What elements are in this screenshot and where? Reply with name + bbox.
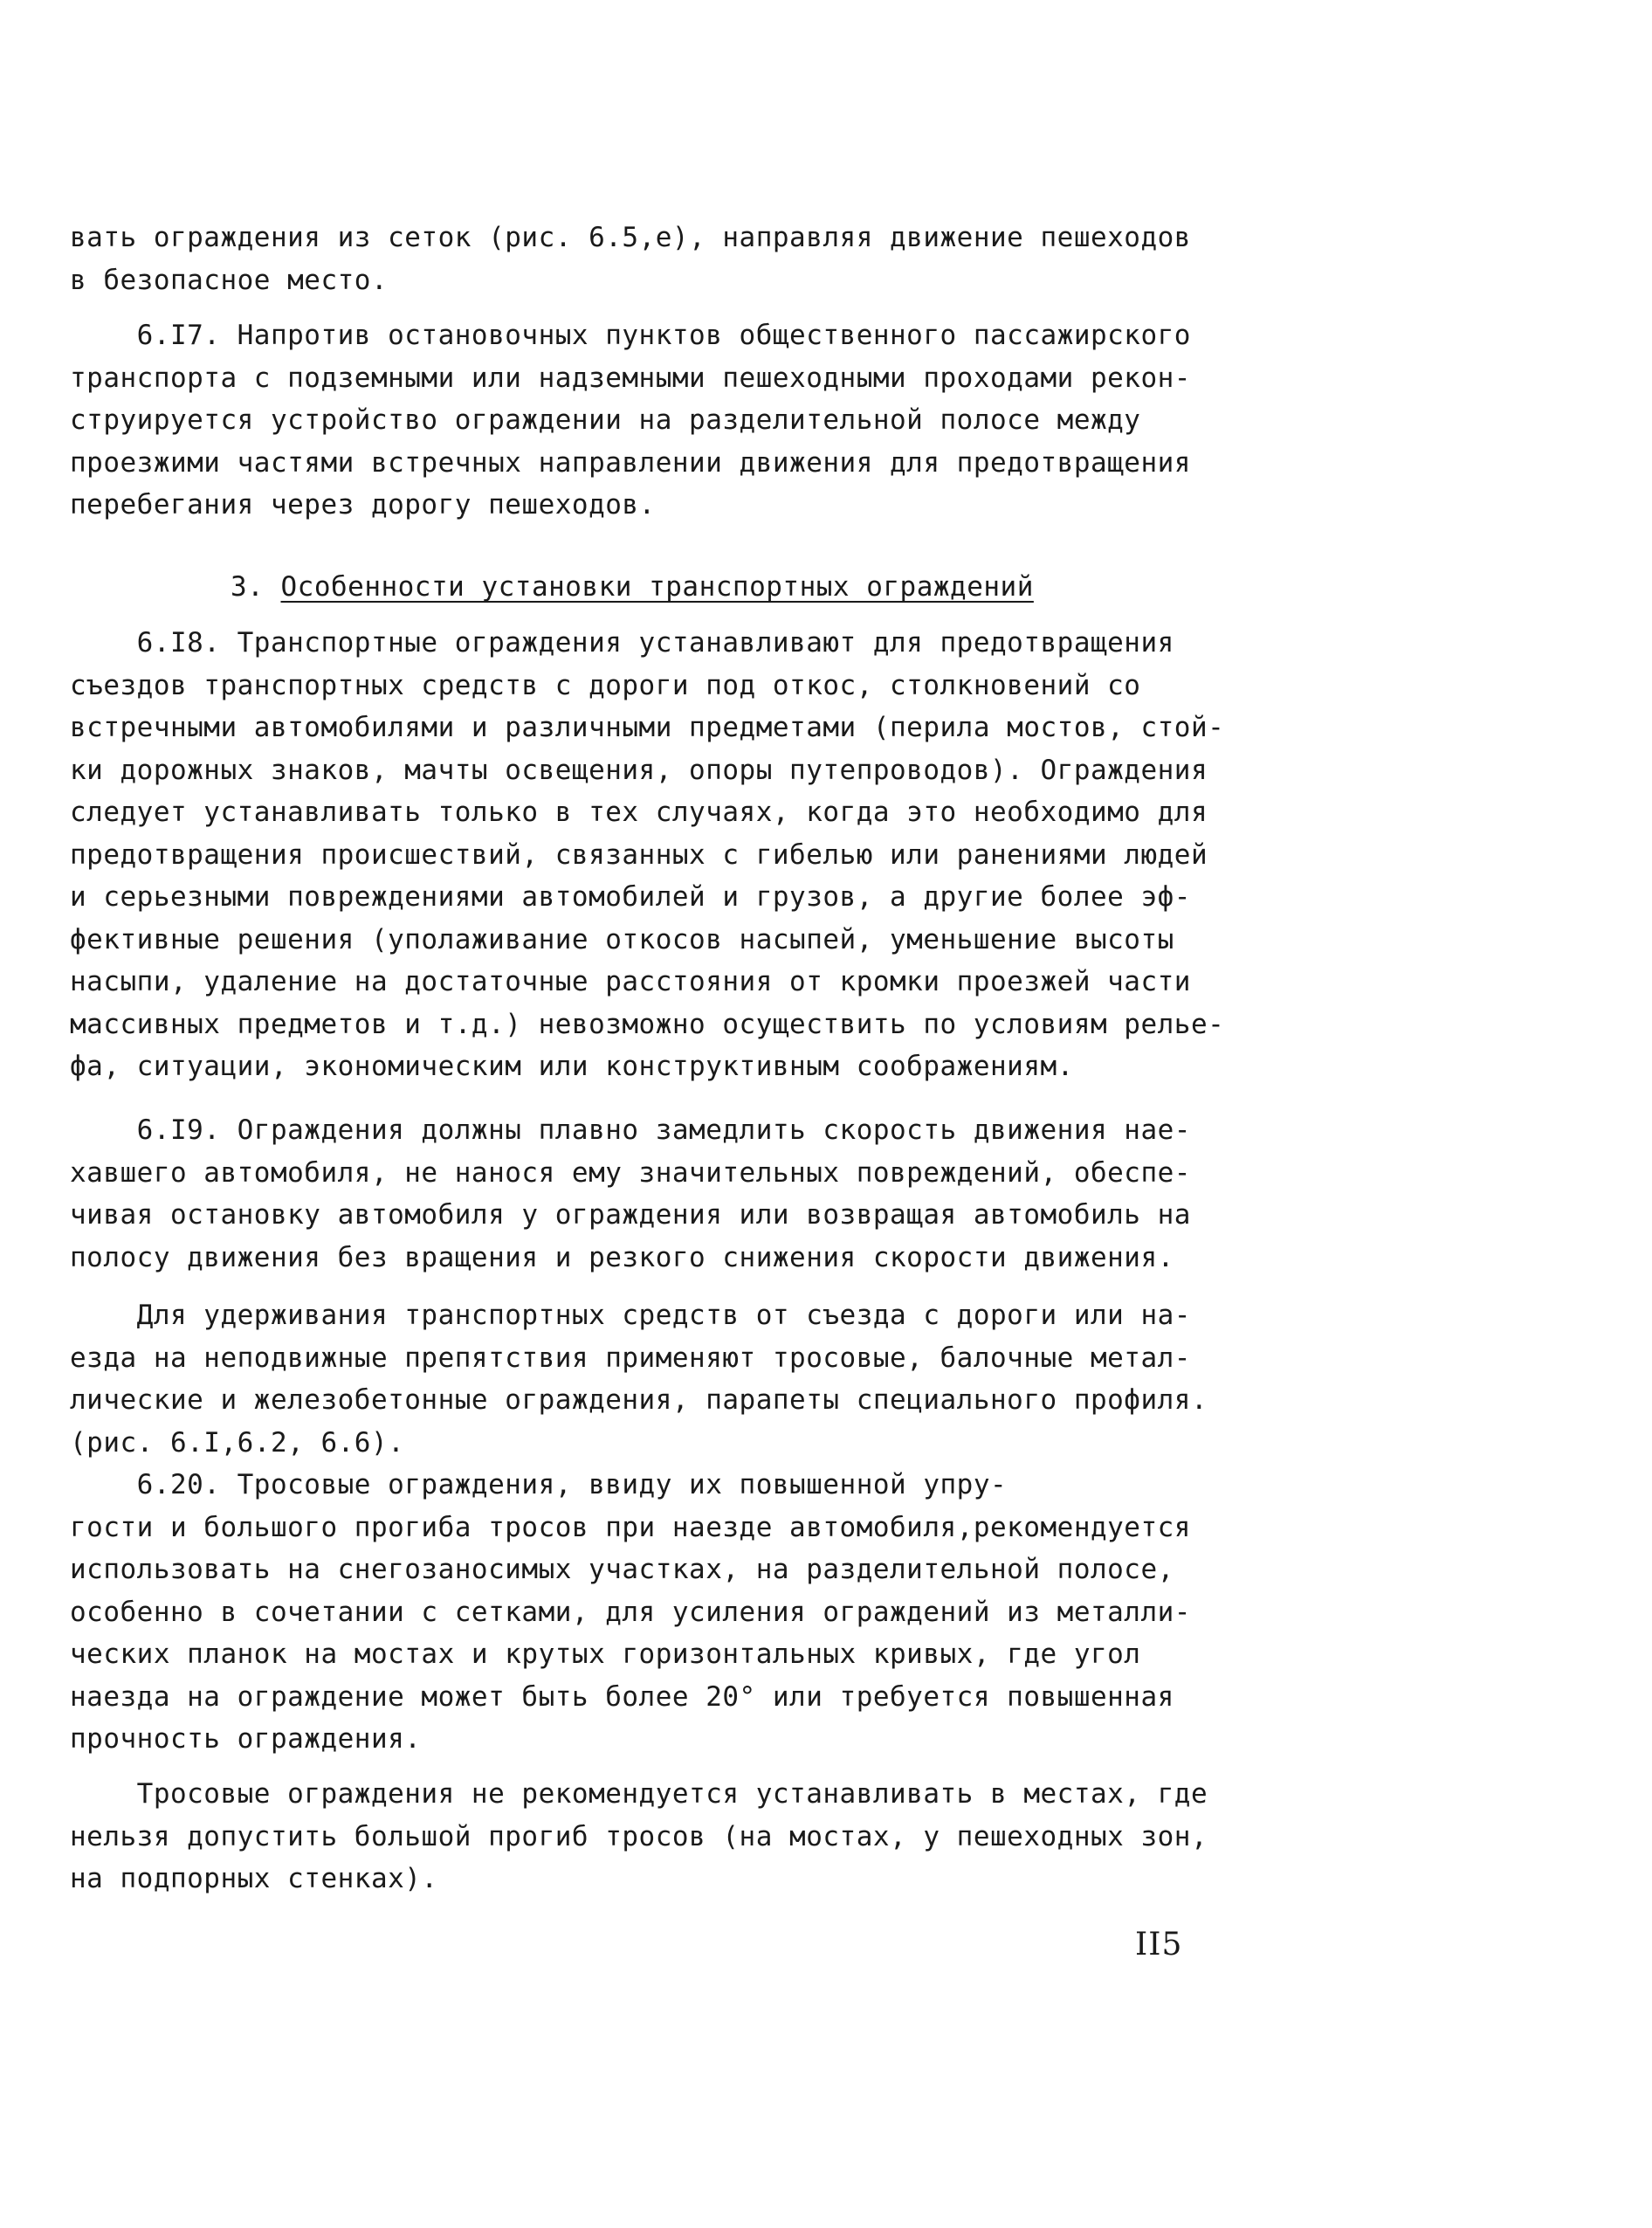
text-line: лические и железобетонные ограждения, парапеты специального профиля. <box>70 1384 1208 1416</box>
text-line: транспорта с подземными или надземными пешеходными проходами рекон- <box>70 362 1191 394</box>
text-line: 6.I8. Транспортные ограждения устанавливают для предотвращения <box>70 627 1174 659</box>
paragraph-6-17 <box>70 314 1240 527</box>
text-line: фа, ситуации, экономическим или конструктивным соображениям. <box>70 1051 1074 1082</box>
text-line: (рис. 6.I,6.2, 6.6). <box>70 1426 405 1459</box>
text-line: следует устанавливать только в тех случаях, когда это необходимо для <box>70 797 1208 828</box>
text-line: и серьезными повреждениями автомобилей и грузов, а другие более эф- <box>70 881 1191 913</box>
paragraph-continuation <box>70 217 1240 301</box>
text-line: вать ограждения из сеток (рис. 6.5,е), направляя движение пешеходов <box>70 222 1191 253</box>
text-line: перебегания через дорогу пешеходов. <box>70 489 656 521</box>
text-line: съездов транспортных средств с дороги под откос, столкновений со <box>70 669 1141 701</box>
text-line: езда на неподвижные препятствия применяют тросовые, балочные метал- <box>70 1342 1191 1374</box>
text-line: фективные решения (уполаживание откосов насыпей, уменьшение высоты <box>70 923 1174 955</box>
text-line: гости и большого прогиба тросов при наезде автомобиля,рекомендуется <box>70 1511 1191 1543</box>
text-line: ческих планок на мостах и крутых горизонтальных кривых, где угол <box>70 1638 1141 1670</box>
text-line: полосу движения без вращения и резкого снижения скорости движения. <box>70 1241 1174 1273</box>
text-line: струируется устройство ограждении на разделительной полосе между <box>70 404 1141 436</box>
text-line: массивных предметов и т.д.) невозможно осуществить по условиям релье- <box>70 1008 1225 1040</box>
text-line: особенно в сочетании с сетками, для усиления ограждений из металли- <box>70 1596 1191 1628</box>
text-line: Тросовые ограждения не рекомендуется устанавливать в местах, где <box>70 1778 1208 1810</box>
text-line: предотвращения происшествий, связанных с гибелью или ранениями людей <box>70 838 1208 871</box>
page-number: II5 <box>1135 1927 1183 1962</box>
text-line: наезда на ограждение может быть более 20° или требуется повышенная <box>70 1680 1174 1713</box>
paragraph-cable-note <box>70 1773 1240 1900</box>
section-number: 3. <box>231 571 265 603</box>
section-title: Особенности установки транспортных ограждений <box>280 571 1034 603</box>
text-line: чивая остановку автомобиля у ограждения или возвращая автомобиль на <box>70 1199 1191 1231</box>
text-line: нельзя допустить большой прогиб тросов (на мостах, у пешеходных зон, <box>70 1820 1208 1852</box>
paragraph-6-19 <box>70 1109 1240 1279</box>
text-line: 6.I7. Напротив остановочных пунктов общественного пассажирского <box>70 320 1191 351</box>
text-line: в безопасное место. <box>70 264 389 296</box>
text-line: насыпи, удаление на достаточные расстояния от кромки проезжей части <box>70 966 1191 997</box>
text-line: Для удерживания транспортных средств от съезда с дороги или на- <box>70 1300 1191 1331</box>
text-line: хавшего автомобиля, не нанося ему значительных повреждений, обеспе- <box>70 1156 1191 1189</box>
paragraph-6-18 <box>70 622 1240 1088</box>
paragraph-6-20 <box>70 1294 1240 1761</box>
text-line: использовать на снегозаносимых участках, на разделительной полосе, <box>70 1554 1174 1585</box>
text-line: 6.I9. Ограждения должны плавно замедлить скорость движения нае- <box>70 1114 1191 1146</box>
text-line: 6.20. Тросовые ограждения, ввиду их повышенной упру- <box>70 1469 1008 1500</box>
text-line: на подпорных стенках). <box>70 1863 438 1894</box>
text-line: прочность ограждения. <box>70 1723 422 1755</box>
text-line: ки дорожных знаков, мачты освещения, опоры путепроводов). Ограждения <box>70 754 1208 786</box>
section-heading <box>231 566 1034 608</box>
text-line: встречными автомобилями и различными предметами (перила мостов, стой- <box>70 712 1225 743</box>
text-line: проезжими частями встречных направлении движения для предотвращения <box>70 446 1191 479</box>
